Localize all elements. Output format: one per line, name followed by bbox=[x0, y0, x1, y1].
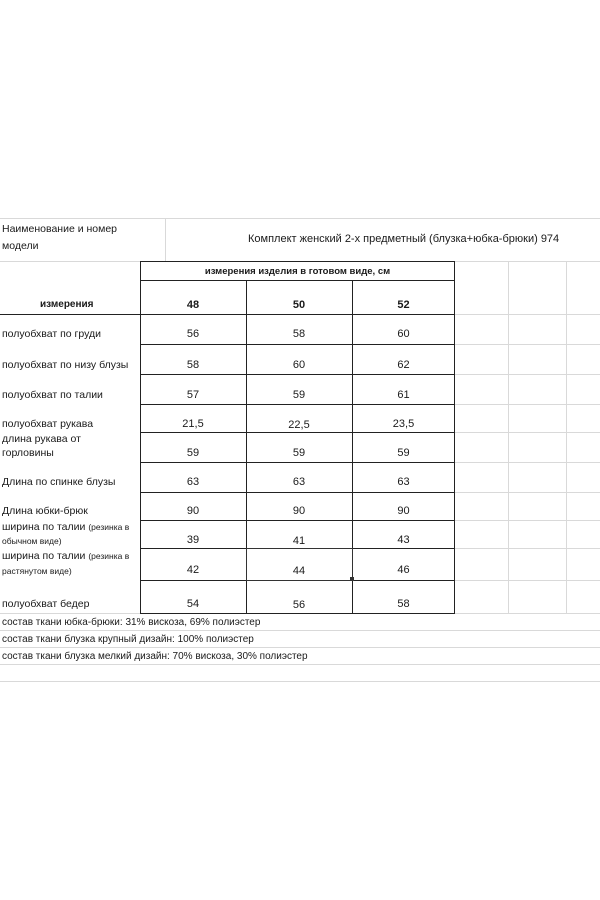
cell: 59 bbox=[397, 447, 410, 459]
grid-line bbox=[455, 344, 600, 345]
grid-line bbox=[0, 647, 600, 648]
row-label: Длина юбки-брюк bbox=[2, 505, 88, 517]
row-label-line1: длина рукава от bbox=[2, 433, 81, 445]
fabric-note: состав ткани блузка крупный дизайн: 100% полиэстер bbox=[2, 634, 254, 645]
grid-line bbox=[0, 681, 600, 682]
grid-line bbox=[455, 580, 600, 581]
table-border bbox=[140, 492, 455, 493]
row-label-text: ширина по талии bbox=[2, 521, 86, 533]
cell: 90 bbox=[186, 505, 200, 517]
cell: 57 bbox=[186, 389, 200, 401]
cell: 62 bbox=[397, 359, 410, 371]
grid-line bbox=[0, 664, 600, 665]
cell: 56 bbox=[186, 328, 200, 340]
grid-line bbox=[455, 432, 600, 433]
cell: 22,5 bbox=[288, 419, 310, 431]
group-header: измерения изделия в готовом виде, см bbox=[204, 266, 391, 277]
grid-line bbox=[165, 218, 166, 261]
row-label-note: (резинка в bbox=[88, 522, 130, 532]
cell: 63 bbox=[397, 476, 410, 488]
table-border bbox=[0, 314, 455, 315]
grid-line bbox=[455, 314, 600, 315]
cell: 59 bbox=[292, 447, 306, 459]
size-50: 50 bbox=[292, 299, 306, 311]
row-label: полуобхват рукава bbox=[2, 418, 94, 430]
row-label-text: ширина по талии bbox=[2, 550, 86, 562]
grid-line bbox=[0, 218, 600, 219]
grid-line bbox=[455, 374, 600, 375]
grid-line bbox=[455, 462, 600, 463]
grid-line bbox=[508, 261, 509, 613]
cell: 54 bbox=[186, 598, 200, 610]
cell: 21,5 bbox=[182, 418, 204, 430]
model-label-line2: модели bbox=[2, 240, 39, 252]
row-label-note-line2: обычном виде) bbox=[2, 536, 62, 546]
grid-line bbox=[455, 548, 600, 549]
cell: 23,5 bbox=[392, 418, 415, 430]
table-border bbox=[140, 280, 455, 281]
cell: 59 bbox=[292, 389, 306, 401]
row-label: полуобхват по груди bbox=[2, 328, 101, 340]
model-value: Комплект женский 2-х предметный (блузка+юбка-брюки) 974 bbox=[248, 233, 560, 245]
row-label-note: (резинка в bbox=[88, 551, 130, 561]
cell: 41 bbox=[292, 535, 306, 547]
cell: 60 bbox=[292, 359, 306, 371]
cell-selection-box[interactable] bbox=[246, 548, 353, 581]
cell: 42 bbox=[186, 564, 200, 576]
cell: 43 bbox=[397, 534, 410, 546]
table-border bbox=[140, 261, 141, 614]
cell: 58 bbox=[397, 598, 410, 610]
fabric-note: состав ткани блузка мелкий дизайн: 70% вискоза, 30% полиэстер bbox=[2, 651, 308, 662]
table-border bbox=[140, 520, 455, 521]
row-label: полуобхват по талии bbox=[2, 389, 103, 401]
row-label-line2: горловины bbox=[2, 447, 54, 459]
fabric-note: состав ткани юбка-брюки: 31% вискоза, 69% полиэстер bbox=[2, 617, 261, 628]
row-label: полуобхват бедер bbox=[2, 598, 90, 610]
cell: 46 bbox=[397, 564, 410, 576]
table-border bbox=[140, 613, 455, 614]
table-border bbox=[140, 462, 455, 463]
size-48: 48 bbox=[186, 299, 200, 311]
cell: 56 bbox=[292, 599, 306, 611]
table-border bbox=[140, 432, 455, 433]
table-border bbox=[454, 261, 455, 614]
cell: 60 bbox=[397, 328, 410, 340]
grid-line bbox=[455, 520, 600, 521]
fill-handle[interactable] bbox=[350, 577, 354, 581]
cell: 63 bbox=[186, 476, 200, 488]
model-label-line1: Наименование и номер bbox=[2, 223, 118, 235]
cell: 61 bbox=[397, 389, 410, 401]
grid-line bbox=[566, 261, 567, 613]
grid-line bbox=[455, 404, 600, 405]
cell: 58 bbox=[186, 359, 200, 371]
cell: 90 bbox=[397, 505, 410, 517]
cell: 63 bbox=[292, 476, 306, 488]
row-label: Длина по спинке блузы bbox=[2, 476, 116, 488]
row-label-note-line2: растянутом виде) bbox=[2, 566, 72, 576]
cell-selected[interactable]: 44 bbox=[292, 565, 306, 577]
table-border bbox=[140, 404, 455, 405]
size-52: 52 bbox=[397, 299, 410, 311]
cell: 58 bbox=[292, 328, 306, 340]
grid-line bbox=[0, 630, 600, 631]
table-border bbox=[140, 261, 455, 262]
row-label: полуобхват по низу блузы bbox=[2, 359, 129, 371]
spreadsheet bbox=[0, 218, 600, 688]
table-border bbox=[140, 374, 455, 375]
cell: 90 bbox=[292, 505, 306, 517]
row-header: измерения bbox=[40, 299, 94, 310]
cell: 39 bbox=[186, 534, 200, 546]
grid-line bbox=[455, 492, 600, 493]
cell: 59 bbox=[186, 447, 200, 459]
row-label-main bbox=[2, 521, 129, 533]
table-border bbox=[140, 344, 455, 345]
row-label-main bbox=[2, 550, 129, 562]
